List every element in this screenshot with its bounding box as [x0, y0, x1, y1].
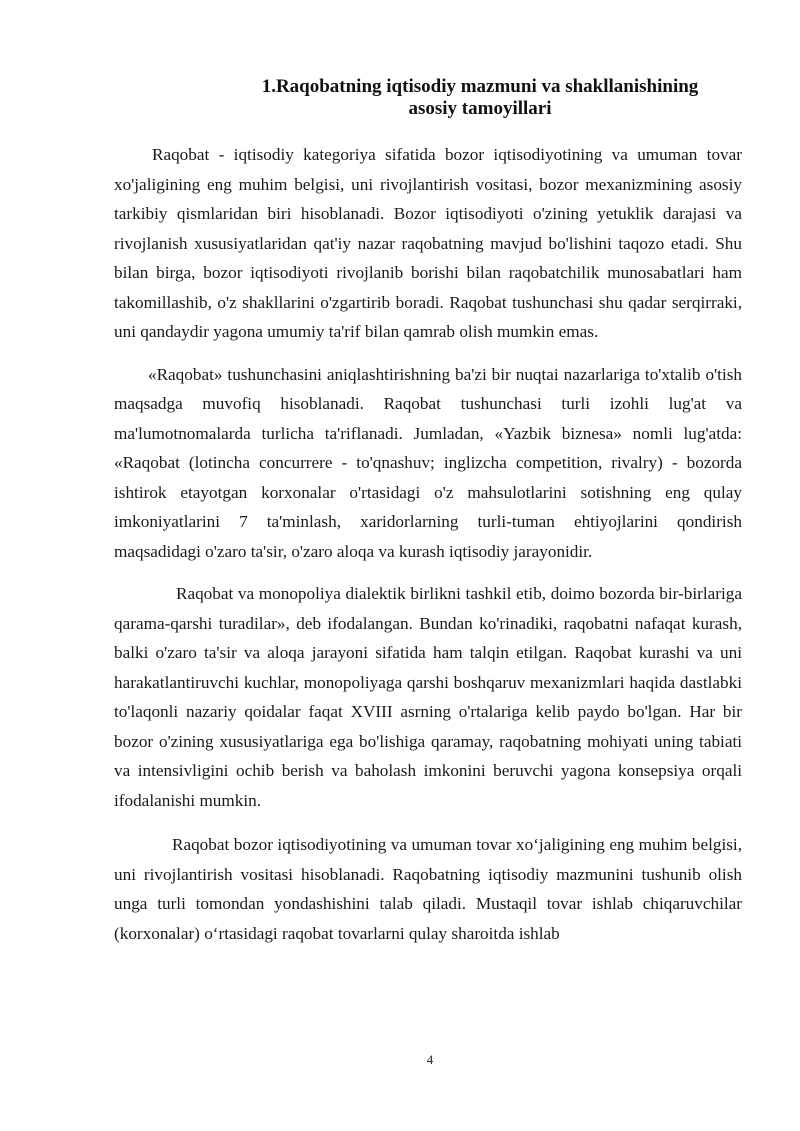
section-title-line-2: asosiy tamoyillari [408, 98, 552, 119]
paragraph-3: Raqobat va monopoliya dialektik birlikni tashkil etib, doimo bozorda bir-birlariga qarama-qarshi turadilar», deb ifodalangan. Bundan ko'rinadiki, raqobatni nafaqat kurash, balki o'zaro ta'sir va aloqa jarayoni sifatida ham talqin etilgan. Raqobat kurashi va uni harakatlantiruvchi kuchlar, monopoliyaga qarshi boshqaruv mexanizmlari haqida dastlabki to'laqonli nazariy qoidalar faqat XVIII asrning o'rtalariga kelib paydo bo'lgan. Har bir bozor o'zining xususiyatlariga ega bo'lishiga qaramay, raqobatning mohiyati uning tabiati va intensivligini ochib berish va baholash imkonini beruvchi yagona konsepsiya orqali ifodalanishi mumkin. [114, 584, 742, 810]
section-title [150, 76, 800, 120]
paragraph-1: Raqobat - iqtisodiy kategoriya sifatida bozor iqtisodiyotining va umuman tovar xo'jaligining eng muhim belgisi, uni rivojlantirish vositasi, bozor mexanizmining asosiy tarkibiy qismlaridan biri hisoblanadi. Bozor iqtisodiyoti o'zining yetuklik darajasi va rivojlanish xususiyatlaridan qat'iy nazar raqobatning mavjud bo'lishini taqozo etadi. Shu bilan birga, bozor iqtisodiyoti rivojlanib borishi bilan raqobatchilik munosabatlari ham takomillashib, o'z shakllarini o'zgartirib boradi. Raqobat tushunchasi shu qadar serqirraki, uni qandaydir yagona umumiy ta'rif bilan qamrab olish mumkin emas. [114, 145, 742, 341]
body-text [114, 140, 742, 961]
page-number: 4 [426, 1052, 434, 1067]
paragraph-2: «Raqobat» tushunchasini aniqlashtirishning ba'zi bir nuqtai nazarlariga to'xtalib o'tish maqsadga muvofiq hisoblanadi. Raqobat tushunchasi turli izohli lug'at va ma'lumotnomalarda turlicha ta'riflanadi. Jumladan, «Yazbik biznesa» nomli lug'atda: «Raqobat (lotincha concurrere - to'qnashuv; inglizcha competition, rivalry) - bozorda ishtirok etayotgan korxonalar o'rtasidagi o'z mahsulotlarini sotishning eng qulay imkoniyatlarini 7 ta'minlash, xaridorlarning turli-tuman ehtiyojlarini qondirish maqsadidagi o'zaro ta'sir, o'zaro aloqa va kurash iqtisodiy jarayonidir. [114, 364, 742, 561]
paragraph-4: Raqobat bozor iqtisodiyotining va umuman tovar xo‘jaligining eng muhim belgisi, uni rivojlantirish vositasi hisoblanadi. Raqobatning iqtisodiy mazmunini tushunib olish unga turli tomondan yondashishini talab qiladi. Mustaqil tovar ishlab chiqaruvchilar (korxonalar) o‘rtasidagi raqobat tovarlarni qulay sharoitda ishlab [114, 835, 742, 943]
section-title-line-1: 1.Raqobatning iqtisodiy mazmuni va shakllanishining [261, 76, 699, 97]
